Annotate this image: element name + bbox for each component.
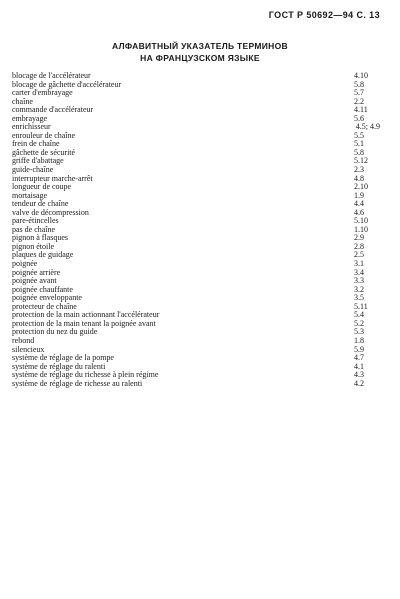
index-title [0, 40, 400, 64]
index-term: blocage de l'accélérateur [12, 72, 91, 80]
index-entry [12, 234, 380, 243]
index-ref: 5.3 [354, 327, 364, 337]
index-entry [12, 363, 380, 372]
index-entry [12, 320, 380, 329]
index-entry [12, 260, 380, 269]
index-term: enrichisseur [12, 123, 51, 132]
index-entry [12, 294, 380, 303]
index-ref: 1.10 [354, 224, 368, 234]
index-term: frein de chaîne [12, 140, 60, 149]
index-entry [12, 269, 380, 278]
index-entry [12, 81, 380, 90]
index-term: valve de décompression [12, 208, 89, 217]
index-ref: 4.7 [354, 353, 364, 363]
index-entry [12, 140, 380, 149]
index-ref: 4.8 [354, 173, 364, 183]
index-ref: 4.10 [354, 71, 368, 80]
index-term: rebond [12, 336, 35, 345]
index-ref: 4.1 [354, 361, 364, 371]
index-term: poignée chauffante [12, 285, 73, 294]
index-title-line-2: НА ФРАНЦУЗСКОМ ЯЗЫКЕ [140, 53, 260, 63]
index-ref: 3.4 [354, 267, 364, 277]
index-term: système de réglage de richesse au ralenti [12, 379, 143, 388]
index-term: chaîne [12, 97, 33, 106]
index-ref: 4.11 [354, 105, 368, 115]
index-ref: 4.5; 4.9 [355, 122, 380, 132]
index-term: plaques de guidage [12, 251, 74, 260]
index-ref: 4.2 [354, 378, 364, 388]
index-ref: 5.2 [354, 318, 364, 328]
index-term: pignon étoile [12, 242, 54, 251]
index-entry [12, 251, 380, 260]
index-entry [12, 115, 380, 124]
index-entry [12, 183, 380, 192]
index-term: protection de la main actionnant l'accélérateur [12, 311, 160, 320]
index-ref: 4.4 [354, 199, 364, 209]
index-ref: 3.2 [354, 284, 364, 294]
index-term: tendeur de chaîne [12, 200, 69, 209]
index-term: embrayage [12, 114, 48, 123]
index-ref: 5.8 [354, 147, 364, 157]
index-term: pare-étincelles [12, 217, 59, 226]
page-header: ГОСТ Р 50692—94 С. 13 [268, 10, 380, 20]
index-term: mortaisage [12, 191, 48, 200]
index-ref: 3.3 [354, 276, 364, 286]
index-ref: 2.3 [354, 165, 364, 175]
index-entry [12, 243, 380, 252]
index-term: protection de la main tenant la poignée avant [12, 319, 156, 328]
index-entry [12, 311, 380, 320]
index-entry [12, 175, 380, 184]
index-entry [12, 371, 380, 380]
index-entry [12, 346, 380, 355]
index-entry [12, 286, 380, 295]
index-entry [12, 98, 380, 107]
index-term: interrupteur marche-arrêt [12, 174, 93, 183]
index-term: protection du nez du guide [12, 328, 98, 337]
index-term: longueur de coupe [12, 183, 72, 192]
index-entry [12, 157, 380, 166]
index-entry [12, 72, 380, 81]
index-term: poignée avant [12, 277, 57, 286]
index-term: commande d'accélérateur [12, 106, 94, 115]
index-entry [12, 354, 380, 363]
index-ref: 5.11 [354, 301, 368, 311]
index-ref: 1.8 [354, 335, 364, 345]
index-ref: 5.6 [354, 113, 364, 123]
index-entry [12, 149, 380, 158]
index-entry [12, 132, 380, 141]
index-term: silencieux [12, 345, 45, 354]
index-ref: 5.4 [354, 310, 364, 320]
index-ref: 3.1 [354, 259, 364, 269]
index-term: enrouleur de chaîne [12, 131, 76, 140]
index-entry [12, 209, 380, 218]
index-ref: 4.6 [354, 207, 364, 217]
index-term: blocage de gâchette d'accélérateur [12, 80, 122, 89]
index-entry [12, 217, 380, 226]
index-ref: 5.12 [354, 156, 368, 166]
term-index-list [12, 72, 380, 388]
index-term: système de réglage du ralenti [12, 362, 106, 371]
index-ref: 5.1 [354, 139, 364, 149]
index-ref: 5.5 [354, 130, 364, 140]
index-term: système de réglage de la pompe [12, 354, 114, 363]
index-term: gâchette de sécurité [12, 148, 76, 157]
index-ref: 4.3 [354, 370, 364, 380]
index-title-line-1: АЛФАВИТНЫЙ УКАЗАТЕЛЬ ТЕРМИНОВ [112, 41, 288, 51]
index-ref: 1.9 [354, 190, 364, 200]
index-ref: 5.7 [354, 88, 364, 98]
index-ref: 2.5 [354, 250, 364, 260]
index-entry [12, 192, 380, 201]
index-term: griffe d'abattage [12, 157, 64, 166]
index-entry [12, 226, 380, 235]
index-entry [12, 123, 380, 132]
index-entry [12, 166, 380, 175]
index-term: guide-chaîne [12, 166, 54, 175]
index-entry [12, 89, 380, 98]
index-ref: 2.8 [354, 241, 364, 251]
index-entry [12, 277, 380, 286]
index-ref: 2.9 [354, 233, 364, 243]
index-ref: 5.9 [354, 344, 364, 354]
index-term: poignée [12, 260, 38, 269]
index-ref: 5.8 [354, 79, 364, 89]
index-term: système de réglage du richesse à plein régime [12, 371, 159, 380]
index-term: poignée arrière [12, 268, 61, 277]
index-term: protecteur de chaîne [12, 302, 77, 311]
index-term: carter d'embrayage [12, 89, 73, 98]
index-term: pas de chaîne [12, 225, 56, 234]
index-ref: 2.10 [354, 182, 368, 192]
index-term: pignon à flasques [12, 234, 68, 243]
index-ref: 3.5 [354, 293, 364, 303]
index-ref: 5.10 [354, 216, 368, 226]
index-entry [12, 328, 380, 337]
index-term: poignée enveloppante [12, 294, 82, 303]
index-entry [12, 380, 380, 389]
index-entry [12, 200, 380, 209]
index-entry [12, 337, 380, 346]
index-entry [12, 106, 380, 115]
index-entry [12, 303, 380, 312]
index-ref: 2.2 [354, 96, 364, 106]
